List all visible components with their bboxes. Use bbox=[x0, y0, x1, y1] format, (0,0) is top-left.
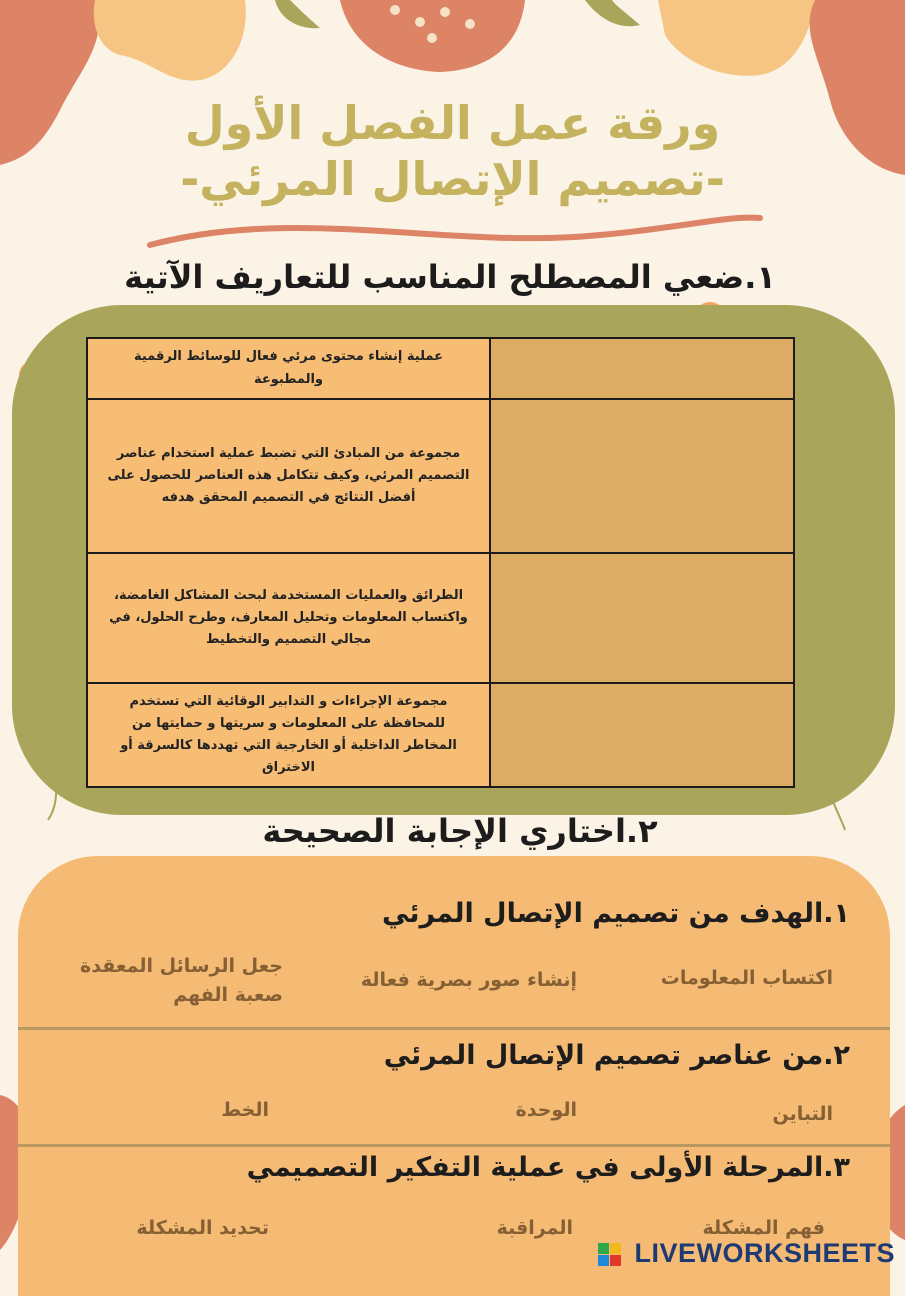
definition-cell: عملية إنشاء محتوى مرئي فعال للوسائط الرقمية والمطبوعة bbox=[87, 338, 490, 399]
answer-cell bbox=[490, 553, 794, 683]
watermark: LIVEWORKSHEETS bbox=[634, 1238, 895, 1268]
definition-cell: مجموعة من المبادئ التي تضبط عملية استخدام عناصر التصميم المرئي، وكيف تتكامل هذه العناصر للحصول على أفضل النتائج في التصميم المحقق هدفه bbox=[87, 399, 490, 553]
definition-cell: مجموعة الإجراءات و التدابير الوقائية التي تستخدم للمحافظة على المعلومات و سريتها و حمايتها من المخاطر الداخلية أو الخارجية التي تهددها كالسرقة أو الاختراق bbox=[87, 683, 490, 787]
q1-option-1[interactable]: اكتساب المعلومات bbox=[660, 967, 833, 989]
q1-option-3[interactable]: جعل الرسائل المعقدة صعبة الفهم bbox=[80, 955, 283, 1006]
table-row bbox=[87, 338, 794, 399]
q2-option-1[interactable]: التباين bbox=[772, 1103, 833, 1125]
q2-option-2[interactable]: الوحدة bbox=[515, 1099, 577, 1121]
q3-option-1[interactable]: فهم المشكلة bbox=[702, 1217, 825, 1239]
question-3: ٣.المرحلة الأولى في عملية التفكير التصميمي bbox=[246, 1152, 850, 1183]
liveworksheets-logo-icon bbox=[598, 1243, 622, 1267]
question-2: ٢.من عناصر تصميم الإتصال المرئي bbox=[383, 1040, 850, 1071]
answer-input-3[interactable] bbox=[505, 608, 775, 626]
q3-option-3[interactable]: تحديد المشكلة bbox=[136, 1217, 269, 1239]
divider bbox=[18, 1144, 890, 1147]
answer-input-4[interactable] bbox=[505, 725, 775, 743]
table-row bbox=[87, 553, 794, 683]
answer-input-1[interactable] bbox=[505, 358, 775, 376]
definitions-table bbox=[86, 337, 795, 788]
q1-option-2[interactable]: إنشاء صور بصرية فعالة bbox=[360, 969, 577, 991]
table-row bbox=[87, 399, 794, 553]
answer-input-2[interactable] bbox=[505, 466, 775, 484]
table-row bbox=[87, 683, 794, 787]
worksheet-subtitle: -تصميم الإتصال المرئي- bbox=[180, 152, 725, 206]
worksheet-title: ورقة عمل الفصل الأول bbox=[184, 96, 721, 150]
section2-heading: ٢.اختاري الإجابة الصحيحة bbox=[262, 812, 658, 850]
answer-cell bbox=[490, 338, 794, 399]
question-1: ١.الهدف من تصميم الإتصال المرئي bbox=[382, 898, 850, 929]
divider bbox=[18, 1027, 890, 1030]
section1-heading: ١.ضعي المصطلح المناسب للتعاريف الآتية bbox=[124, 258, 776, 296]
q3-option-2[interactable]: المراقبة bbox=[496, 1217, 573, 1239]
answer-cell bbox=[490, 399, 794, 553]
q2-option-3[interactable]: الخط bbox=[221, 1099, 269, 1121]
answer-cell bbox=[490, 683, 794, 787]
definition-cell: الطرائق والعمليات المستخدمة لبحث المشاكل الغامضة، واكتساب المعلومات وتحليل المعارف، وطرح الحلول، في مجالي التصميم والتخطيط bbox=[87, 553, 490, 683]
